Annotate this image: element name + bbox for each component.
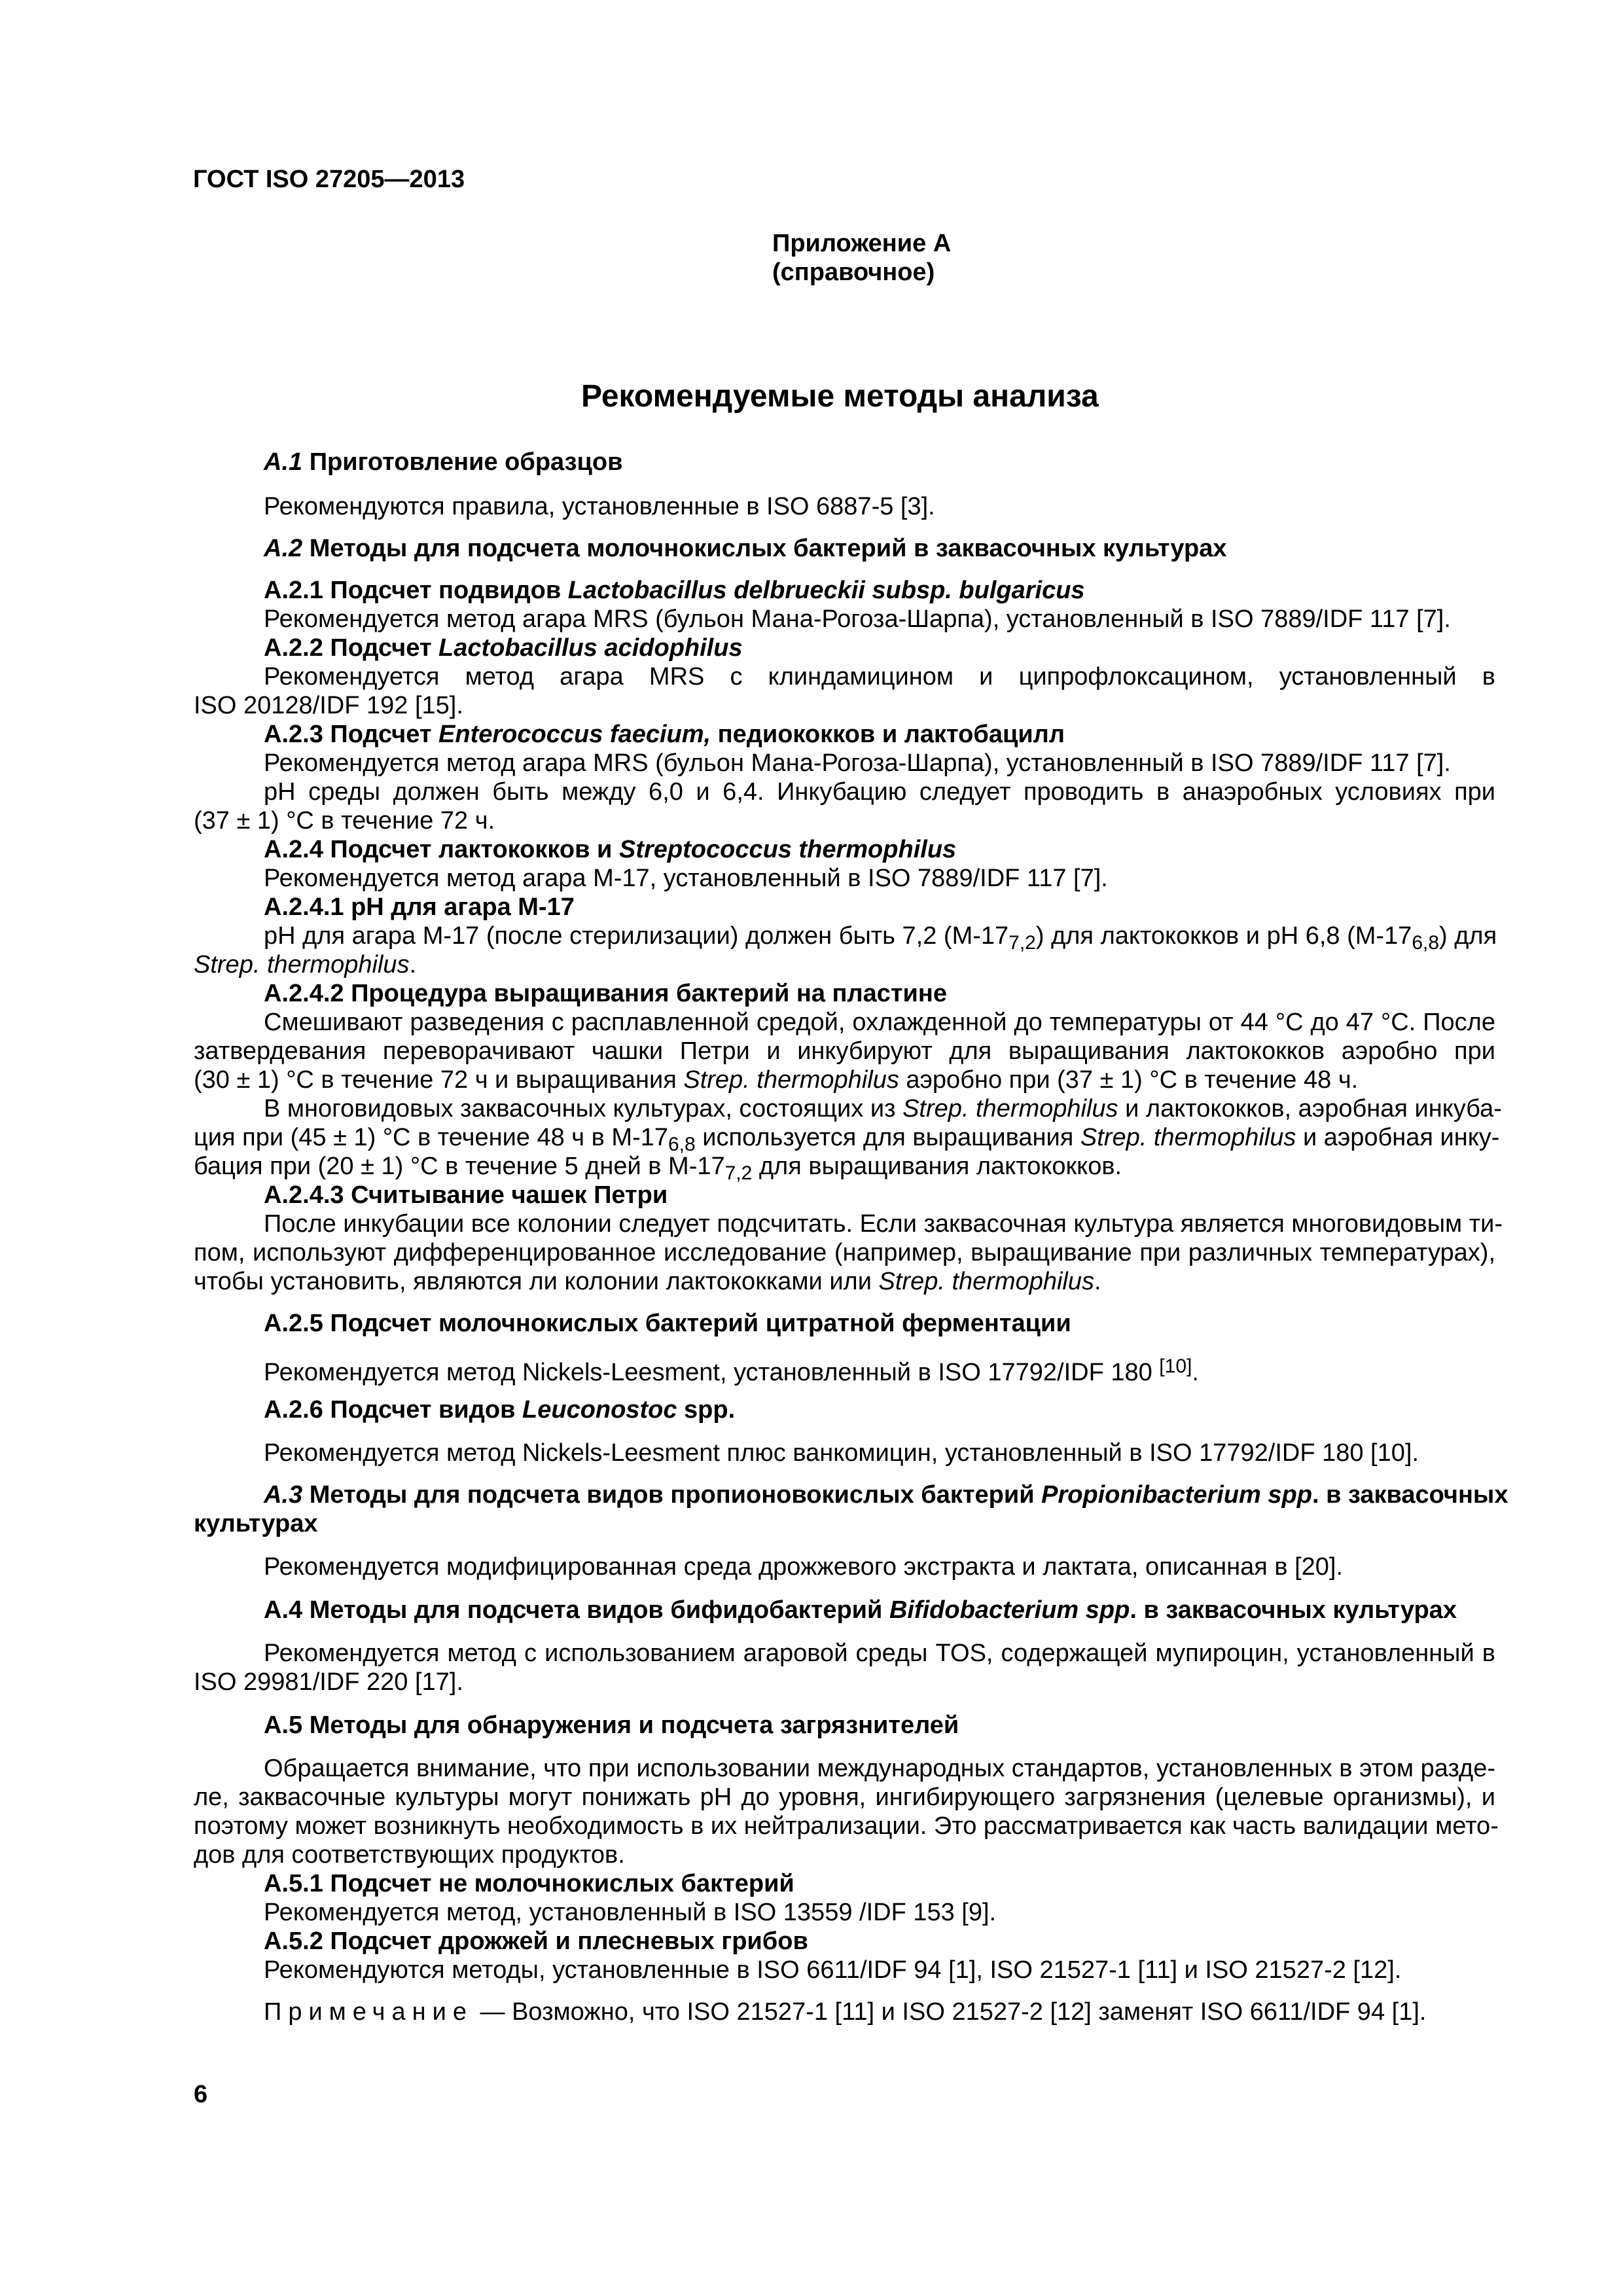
section-a243-line3: чтобы установить, являются ли колонии лактококками или Strep. thermophilus. — [194, 1268, 1101, 1295]
section-a243-heading: A.2.4.3 Считывание чашек Петри — [264, 1181, 668, 1209]
section-a22-heading: A.2.2 Подсчет Lactobacillus acidophilus — [264, 634, 743, 662]
note-label: Примечание — [264, 1998, 473, 2026]
section-a3-heading-line2: культурах — [194, 1510, 318, 1537]
section-a23-text-line2: pH среды должен быть между 6,0 и 6,4. Инкубацию следует проводить в анаэробных условиях при — [264, 778, 1495, 806]
section-a23-heading: A.2.3 Подсчет Enterococcus faecium, педиококков и лактобацилл — [264, 721, 1065, 748]
section-a243-line2: пом, используют дифференцированное исследование (например, выращивание при различных температурах), — [194, 1239, 1495, 1266]
section-a5-line1: Обращается внимание, что при использовании международных стандартов, установленных в этом разде- — [264, 1755, 1495, 1782]
section-a4-text-line2: ISO 29981/IDF 220 [17]. — [194, 1668, 463, 1696]
document-code: ГОСТ ISO 27205—2013 — [193, 166, 465, 193]
section-a52-text: Рекомендуются методы, установленные в ISO 6611/IDF 94 [1], ISO 21527-1 [11] и ISO 21527-2 [12]. — [264, 1956, 1402, 1984]
section-a242-heading: A.2.4.2 Процедура выращивания бактерий на пластине — [264, 980, 947, 1007]
page-number: 6 — [194, 2081, 208, 2108]
section-a21-heading: A.2.1 Подсчет подвидов Lactobacillus delbrueckii subsp. bulgaricus — [264, 577, 1085, 604]
section-a242-line3: (30 ± 1) °C в течение 72 ч и выращивания Strep. thermophilus аэробно при (37 ± 1) °C в течение 48 ч. — [194, 1066, 1359, 1094]
section-a242-line4: В многовидовых заквасочных культурах, состоящих из Strep. thermophilus и лактококков, аэробная инкуба- — [264, 1095, 1502, 1122]
section-a21-text: Рекомендуется метод агара MRS (бульон Мана-Рогоза-Шарпа), установленный в ISO 7889/IDF 117 [7]. — [264, 605, 1451, 633]
note-text: — Возможно, что ISO 21527-1 [11] и ISO 21527-2 [12] заменят ISO 6611/IDF 94 [1]. — [473, 1998, 1427, 2026]
section-title: Приготовление образцов — [302, 448, 623, 476]
section-a5-line4: дов для соответствующих продуктов. — [194, 1841, 625, 1869]
section-a25-text: Рекомендуется метод Nickels-Leesment, установленный в ISO 17792/IDF 180 [10]. — [264, 1355, 1199, 1386]
section-a5-line3: поэтому может возникнуть необходимость в их нейтрализации. Это рассматривается как часть валидации мето- — [194, 1812, 1499, 1840]
section-a22-text-line2: ISO 20128/IDF 192 [15]. — [194, 692, 463, 719]
section-a24-heading: A.2.4 Подсчет лактококков и Streptococcus thermophilus — [264, 836, 957, 863]
section-a51-heading: A.5.1 Подсчет не молочнокислых бактерий — [264, 1870, 794, 1897]
section-a243-line1: После инкубации все колонии следует подсчитать. Если заквасочная культура является многовидовым ти- — [264, 1210, 1503, 1238]
section-a24-text: Рекомендуется метод агара М-17, установленный в ISO 7889/IDF 117 [7]. — [264, 865, 1108, 892]
section-number: A.1 — [264, 448, 303, 476]
appendix-title: Приложение А — [772, 230, 952, 257]
section-number: A.2 — [264, 535, 303, 562]
section-a241-text-line1: pH для агара М-17 (после стерилизации) должен быть 7,2 $(М-17_{7,2})$ для лактококков и pH 6,8 $(М-17_{6,8})$ для — [264, 922, 1497, 954]
section-a52-heading: A.5.2 Подсчет дрожжей и плесневых грибов — [264, 1928, 808, 1955]
section-a3-text: Рекомендуется модифицированная среда дрожжевого экстракта и лактата, описанная в [20]. — [264, 1553, 1344, 1581]
section-a51-text: Рекомендуется метод, установленный в ISO 13559 /IDF 153 [9]. — [264, 1899, 997, 1926]
section-a1-text: Рекомендуются правила, установленные в ISO 6887-5 [3]. — [264, 493, 935, 520]
page-title: Рекомендуемые методы анализа — [581, 379, 1099, 414]
section-a2-heading — [264, 534, 1227, 563]
section-a241-text-line2: Strep. thermophilus. — [194, 951, 417, 978]
section-a23-text-line1: Рекомендуется метод агара MRS (бульон Мана-Рогоза-Шарпа), установленный в ISO 7889/IDF 117 [7]. — [264, 749, 1451, 777]
section-a26-text: Рекомендуется метод Nickels-Leesment плюс ванкомицин, установленный в ISO 17792/IDF 180 [10]. — [264, 1439, 1419, 1467]
section-a25-heading: A.2.5 Подсчет молочнокислых бактерий цитратной ферментации — [264, 1310, 1071, 1337]
section-a4-text-line1: Рекомендуется метод с использованием агаровой среды TOS, содержащей мупироцин, установленный в — [264, 1640, 1495, 1667]
section-a22-text-line1: Рекомендуется метод агара MRS с клиндамицином и ципрофлоксацином, установленный в — [264, 663, 1495, 691]
section-a242-line6: бация при (20 ± 1) °C в течение 5 дней в $М-17_{7,2}$ для выращивания лактококков. — [194, 1153, 1122, 1184]
section-a241-heading: A.2.4.1 pH для агара М-17 — [264, 893, 575, 921]
section-a26-heading: A.2.6 Подсчет видов Leuconostoc spp. — [264, 1396, 736, 1424]
section-a5-line2: ле, заквасочные культуры могут понижать pH до уровня, ингибирующего загрязнения (целевые организмы), и — [194, 1784, 1495, 1811]
note — [264, 1998, 1426, 2026]
section-a4-heading: A.4 Методы для подсчета видов бифидобактерий Bifidobacterium spp. в заквасочных культурах — [264, 1596, 1457, 1624]
section-a242-line5: ция при (45 ± 1) °C в течение 48 ч в $М-17_{6,8}$ используется для выращивания Strep. thermophilus и аэробная инку- — [194, 1124, 1500, 1155]
appendix-subtitle: (справочное) — [772, 259, 935, 286]
section-title: Методы для подсчета молочнокислых бактерий в заквасочных культурах — [302, 535, 1227, 562]
section-a23-text-line3: (37 ± 1) °C в течение 72 ч. — [194, 807, 495, 834]
section-a5-heading: A.5 Методы для обнаружения и подсчета загрязнителей — [264, 1712, 959, 1739]
section-a1-heading — [264, 448, 622, 476]
section-a3-heading-line1: A.3 Методы для подсчета видов пропионовокислых бактерий Propionibacterium spp. в заквасочных — [264, 1481, 1508, 1509]
section-a242-line1: Смешивают разведения с расплавленной средой, охлажденной до температуры от 44 °C до 47 °C. После — [264, 1009, 1495, 1036]
section-a242-line2: затвердевания переворачивают чашки Петри и инкубируют для выращивания лактококков аэробно при — [194, 1037, 1495, 1065]
